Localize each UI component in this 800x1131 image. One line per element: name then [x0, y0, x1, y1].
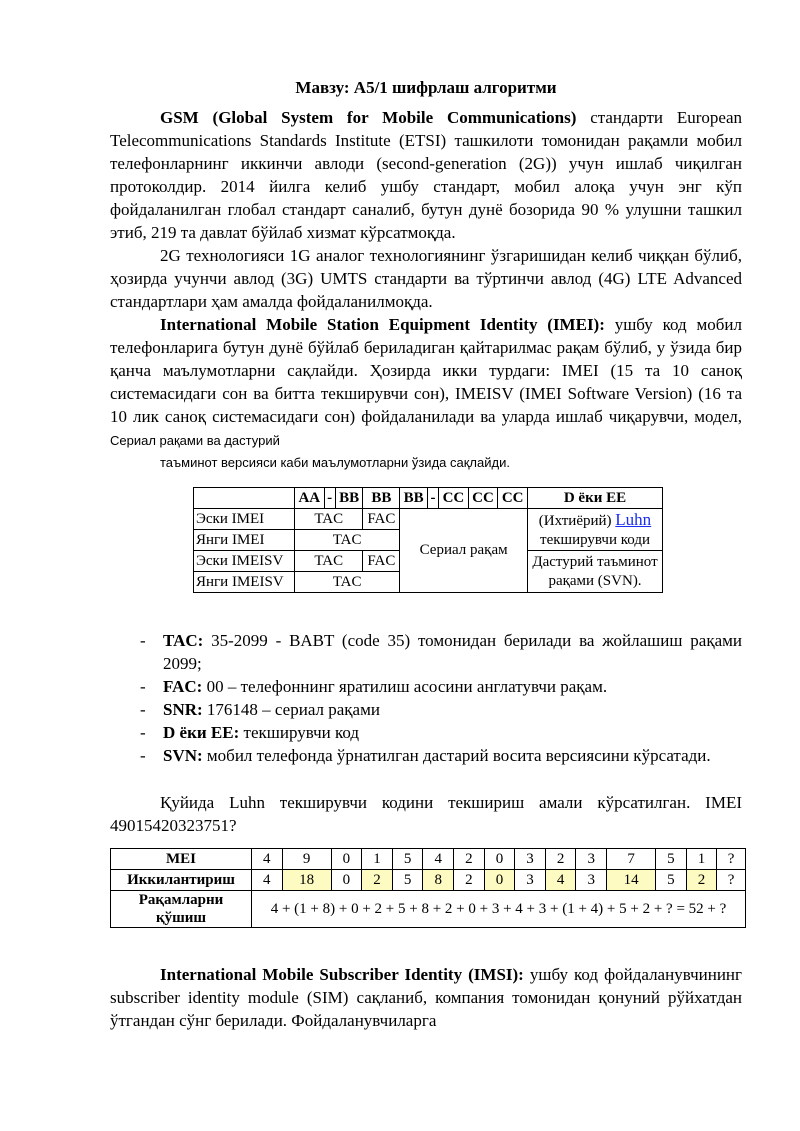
- dash-marker: -: [140, 631, 146, 650]
- row-label: Янги IMEISV: [194, 572, 295, 593]
- luhn-link[interactable]: Luhn: [615, 509, 652, 529]
- imei-term: International Mobile Station Equipment Identity (IMEI):: [160, 315, 605, 334]
- check-suffix: текширувчи коди: [540, 531, 650, 548]
- check-code-cell: [528, 509, 663, 551]
- tac-cell: TAC: [295, 551, 363, 572]
- table-header: -: [324, 488, 335, 509]
- paragraph-luhn: Қуйида Luhn текширувчи кодини текшириш амали кўрсатилган. IMEI 49015420323751?: [110, 793, 742, 835]
- term: D ёки EE:: [163, 723, 240, 742]
- digit-cell: 7: [607, 849, 656, 870]
- list-item: [140, 744, 742, 767]
- digit-cell: 3: [515, 870, 546, 891]
- gsm-term: GSM (Global System for Mobile Communications): [160, 108, 577, 127]
- term: SNR:: [163, 700, 203, 719]
- paragraph-imei: [110, 313, 742, 474]
- digit-cell: ?: [717, 849, 746, 870]
- paragraph-gsm: [110, 106, 742, 244]
- paragraph-2g: 2G технологияси 1G аналог технологиянинг ўзгаришидан келиб чиққан бўлиб, ҳозирда учунчи авлод (3G) UMTS стандарти ва тўртинчи авлод (4G) LTE Advanced стандартлари ҳам амалда фойдаланилмоқда.: [110, 246, 742, 311]
- imsi-term: International Mobile Subscriber Identity (IMSI):: [160, 965, 524, 984]
- imei-small-text-1: Сериал рақами ва дастурий: [110, 433, 280, 448]
- table-row: [194, 488, 663, 509]
- fac-cell: FAC: [363, 509, 400, 530]
- doubled-digit-cell: 8: [423, 870, 454, 891]
- table-row: [111, 891, 746, 928]
- doubled-digit-cell: 2: [362, 870, 393, 891]
- digit-cell: 0: [484, 849, 515, 870]
- table-row: [111, 870, 746, 891]
- table-header: BB: [400, 488, 428, 509]
- definition: 176148 – сериал рақами: [202, 700, 380, 719]
- digit-cell: 1: [686, 849, 717, 870]
- digit-cell: 5: [392, 849, 423, 870]
- digit-cell: 2: [454, 849, 485, 870]
- document-body: [110, 76, 742, 474]
- digit-cell: ?: [717, 870, 746, 891]
- digit-cell: 0: [331, 870, 362, 891]
- definition: мобил телефонда ўрнатилган дастарий восита версиясини кўрсатади.: [202, 746, 711, 765]
- table-header: -: [428, 488, 439, 509]
- list-item: [140, 698, 742, 721]
- row-label: Иккилантириш: [111, 870, 252, 891]
- digit-cell: 0: [331, 849, 362, 870]
- definition-list: [140, 629, 742, 767]
- doubled-digit-cell: 4: [545, 870, 576, 891]
- digit-cell: 3: [576, 870, 607, 891]
- serial-label: Сериал рақам: [419, 542, 508, 558]
- serial-cell: [400, 509, 528, 593]
- gsm-text: стандарти European Telecommunications Standards Institute (ETSI) ташкилоти томонидан рақамли мобил телефонларнинг иккинчи авлоди (second-generation (2G)) учун ишлаб чиқилган протоколдир. 2014 йилга келиб ушбу стандарт, мобил алоқа учун энг кўп фойдаланилган глобал стандарт саналиб, бутун дунё бозорида 90 % улушни ташкил этиб, 219 та давлат бўйлаб хизмат кўрсатмоқда.: [110, 108, 742, 242]
- definition: текширувчи код: [239, 723, 360, 742]
- document-title: Мавзу: A5/1 шифрлаш алгоритми: [295, 78, 557, 97]
- digit-cell: 4: [252, 870, 283, 891]
- dash-marker: -: [140, 700, 146, 719]
- digit-cell: 1: [362, 849, 393, 870]
- tac-cell: TAC: [295, 530, 400, 551]
- table-header: BB: [335, 488, 363, 509]
- dash-marker: -: [140, 677, 146, 696]
- paragraph-imsi: [110, 963, 742, 1032]
- imei-structure-table: [193, 487, 663, 593]
- imei-small-text-2: таъминот версияси каби маълумотларни ўзида сақлайди.: [160, 455, 510, 470]
- term: SVN:: [163, 746, 203, 765]
- dash-marker: -: [140, 746, 146, 765]
- digit-cell: 4: [252, 849, 283, 870]
- imei-text: ушбу код мобил телефонларига бутун дунё бўйлаб бериладиган қайтарилмас рақам бўлиб, у ўзида бир қанча маълумотларни сақлайди. Ҳозирда икки турдаги: IMEI (15 та 10 саноқ системасидаги сон ва битта текширувчи сон), IMEISV (IMEI Software Version) (16 та 10 лик саноқ системасидаги сон) фойдаланилади ва уларда ишлаб чиқарувчи, модел,: [110, 315, 743, 426]
- list-item: [140, 721, 742, 744]
- row-label: Эски IMEISV: [194, 551, 295, 572]
- digit-cell: 9: [282, 849, 331, 870]
- row-label: Рақамларни қўшиш: [111, 891, 252, 928]
- table-row: [194, 509, 663, 530]
- check-prefix: (Ихтиёрий): [538, 512, 616, 529]
- digit-cell: 3: [576, 849, 607, 870]
- doubled-digit-cell: 14: [607, 870, 656, 891]
- table-row: [111, 849, 746, 870]
- doubled-digit-cell: 18: [282, 870, 331, 891]
- term: TAC:: [163, 631, 204, 650]
- digit-cell: 4: [423, 849, 454, 870]
- tac-cell: TAC: [295, 509, 363, 530]
- table-header: CC: [498, 488, 528, 509]
- table-cell: [194, 488, 295, 509]
- digit-cell: 5: [656, 849, 687, 870]
- digit-cell: 3: [515, 849, 546, 870]
- table-header: AA: [295, 488, 325, 509]
- list-item: [140, 675, 742, 698]
- table-header: CC: [468, 488, 498, 509]
- row-label: Янги IMEI: [194, 530, 295, 551]
- sum-formula: 4 + (1 + 8) + 0 + 2 + 5 + 8 + 2 + 0 + 3 + 4 + 3 + (1 + 4) + 5 + 2 + ? = 52 + ?: [252, 891, 746, 928]
- fac-cell: FAC: [363, 551, 400, 572]
- definition: 00 – телефоннинг яратилиш асосини англатувчи рақам.: [202, 677, 608, 696]
- dash-marker: -: [140, 723, 146, 742]
- table-header: D ёки EE: [528, 488, 663, 509]
- row-label: Эски IMEI: [194, 509, 295, 530]
- svn-cell: Дастурий таъминот рақами (SVN).: [528, 551, 663, 593]
- doubled-digit-cell: 2: [686, 870, 717, 891]
- digit-cell: 2: [545, 849, 576, 870]
- digit-cell: 5: [392, 870, 423, 891]
- doubled-digit-cell: 0: [484, 870, 515, 891]
- definition: 35-2099 - BABT (code 35) томонидан берилади ва жойлашиш рақами 2099;: [163, 631, 742, 673]
- imsi-text: ушбу код фойдаланувчининг subscriber identity module (SIM) сақланиб, компания томонидан қонуний рўйхатдан ўтгандан сўнг берилади. Фойдаланувчиларга: [110, 965, 742, 1030]
- digit-cell: 2: [454, 870, 485, 891]
- term: FAC:: [163, 677, 203, 696]
- table-header: BB: [363, 488, 400, 509]
- luhn-table: [110, 848, 746, 928]
- digit-cell: 5: [656, 870, 687, 891]
- row-label: MEI: [111, 849, 252, 870]
- table-header: CC: [439, 488, 469, 509]
- tac-cell: TAC: [295, 572, 400, 593]
- list-item: [140, 629, 742, 675]
